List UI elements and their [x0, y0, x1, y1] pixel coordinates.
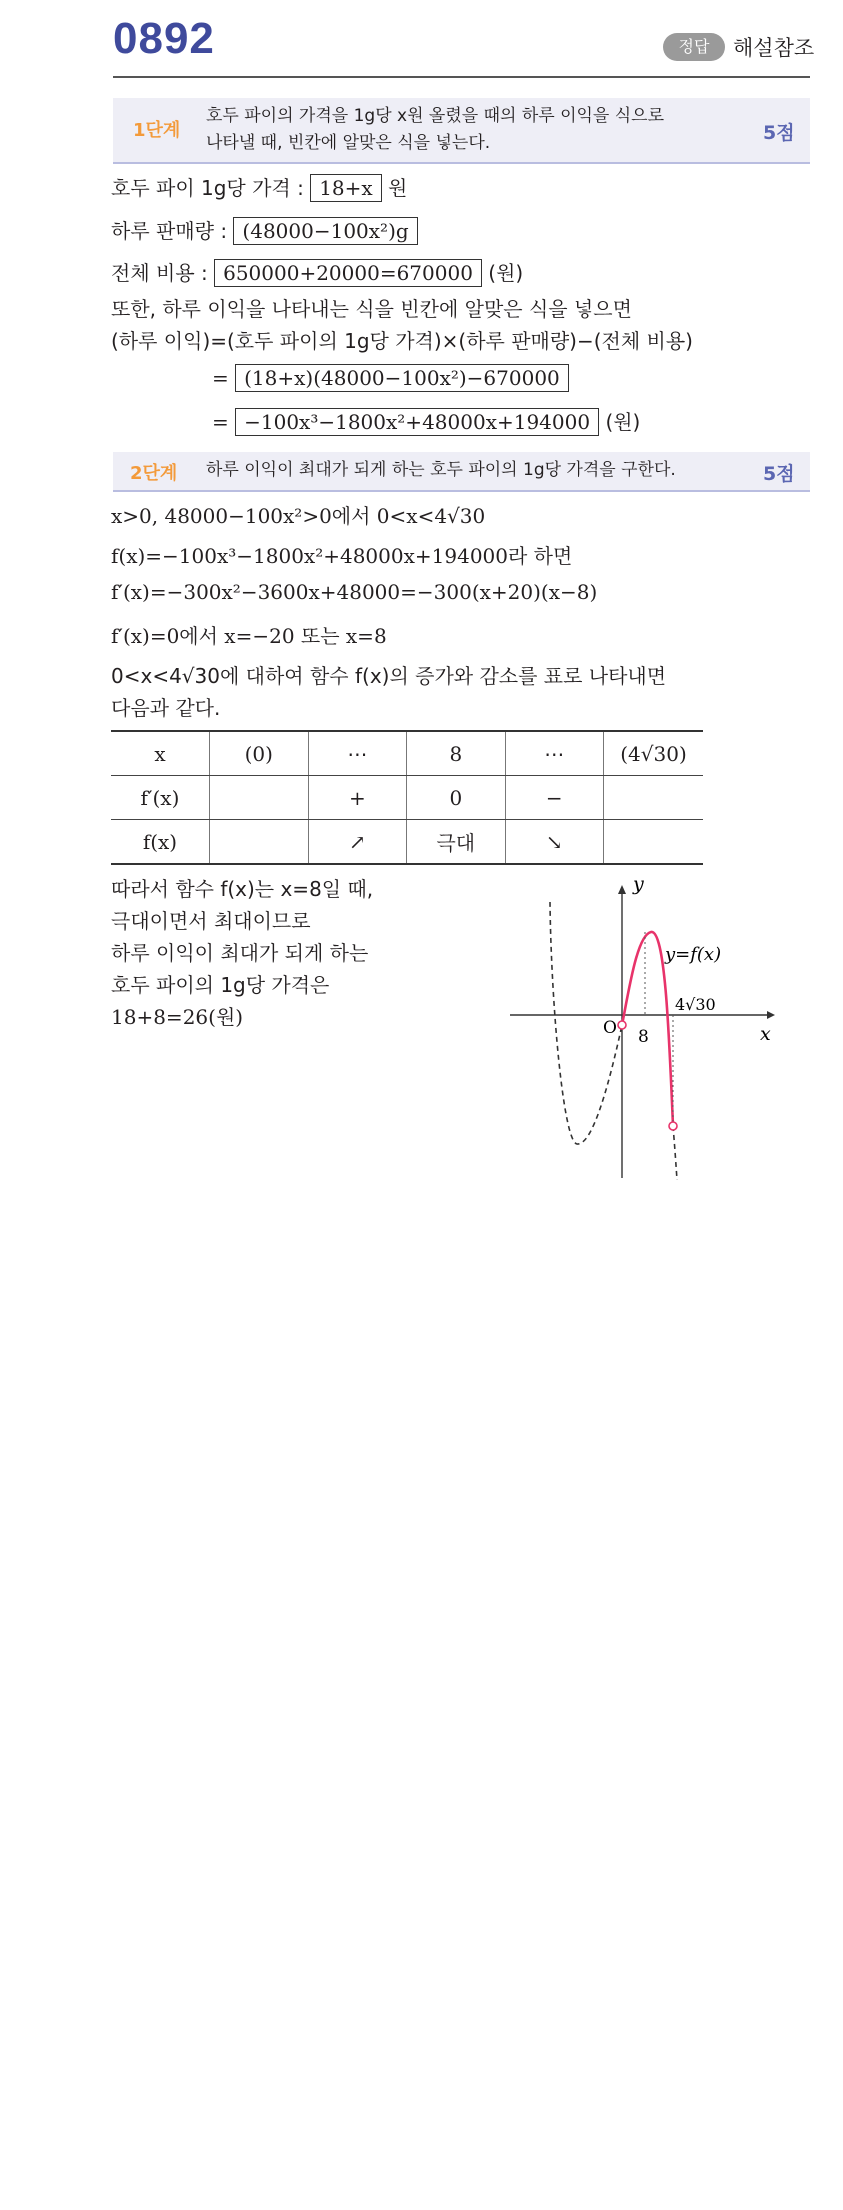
sales-row: [111, 215, 418, 245]
table-cell: (0): [209, 731, 308, 776]
answer-badge: 정답: [663, 33, 725, 61]
table-cell: 0: [407, 776, 505, 820]
step2-label: 2단계: [130, 463, 178, 484]
price-answer-box: 18+x: [310, 174, 382, 202]
table-cell: +: [308, 776, 406, 820]
tick-label-8: 8: [638, 1027, 649, 1047]
profit-answer-box-1: (18+x)(48000−100x²)−670000: [235, 364, 569, 392]
step1-label: 1단계: [133, 120, 181, 141]
table-cell: ↘: [505, 820, 603, 865]
cost-row: [111, 257, 523, 287]
tick-label-root: 4√30: [675, 995, 716, 1014]
header-divider: [113, 76, 810, 78]
critical-point-line: f′(x)=0에서 x=−20 또는 x=8: [111, 624, 387, 648]
table-cell: [603, 820, 703, 865]
table-cell: (4√30): [603, 731, 703, 776]
table-cell: x: [111, 731, 209, 776]
table-cell: [209, 776, 308, 820]
table-intro-line1: 0<x<4√30에 대하여 함수 f(x)의 증가와 감소를 표로 나타내면: [111, 664, 667, 688]
step1-instruction-line2: 나타낼 때, 빈칸에 알맞은 식을 넣는다.: [206, 133, 491, 153]
price-unit: 원: [388, 176, 408, 200]
table-cell: 8: [407, 731, 505, 776]
answer-reference: 해설참조: [733, 36, 815, 60]
problem-number: 0892: [113, 14, 215, 63]
table-row: [111, 731, 703, 776]
cost-unit: (원): [488, 261, 524, 285]
function-graph: [505, 880, 775, 1190]
derivative-line: f′(x)=−300x²−3600x+48000=−300(x+20)(x−8): [111, 580, 598, 604]
price-row: [111, 172, 407, 202]
step2-banner: [113, 452, 810, 492]
table-cell: ⋯: [505, 731, 603, 776]
open-point-start: [618, 1021, 626, 1029]
curve-label: y=f(x): [665, 944, 722, 965]
profit-equation-2: [212, 406, 640, 436]
y-axis-label: y: [633, 880, 644, 895]
equals-sign: =: [212, 366, 229, 390]
table-cell: f(x): [111, 820, 209, 865]
table-cell: ↗: [308, 820, 406, 865]
sales-label: 하루 판매량 :: [111, 219, 228, 243]
x-axis-arrow: [767, 1011, 775, 1019]
x-axis-label: x: [760, 1023, 771, 1045]
table-cell: 극대: [407, 820, 505, 865]
conclusion-line2: 극대이면서 최대이므로: [111, 909, 311, 933]
cost-label: 전체 비용 :: [111, 261, 208, 285]
step1-instruction-line1: 호두 파이의 가격을 1g당 x원 올렸을 때의 하루 이익을 식으로: [206, 106, 665, 126]
table-intro-line2: 다음과 같다.: [111, 696, 221, 720]
step1-points: 5점: [763, 122, 795, 144]
domain-line: x>0, 48000−100x²>0에서 0<x<4√30: [111, 504, 486, 528]
price-label: 호두 파이 1g당 가격 :: [111, 176, 304, 200]
conclusion-line1: 따라서 함수 f(x)는 x=8일 때,: [111, 877, 374, 901]
table-cell: ⋯: [308, 731, 406, 776]
equals-sign: =: [212, 410, 229, 434]
curve-dashed-right: [673, 1126, 677, 1180]
step1-banner: [113, 98, 810, 164]
step2-instruction: 하루 이익이 최대가 되게 하는 호두 파이의 1g당 가격을 구한다.: [206, 460, 676, 480]
open-point-end: [669, 1122, 677, 1130]
sales-answer-box: (48000−100x²)g: [233, 217, 417, 245]
table-cell: [209, 820, 308, 865]
table-cell: −: [505, 776, 603, 820]
conclusion-line4: 호두 파이의 1g당 가격은: [111, 973, 330, 997]
profit-definition: (하루 이익)=(호두 파이의 1g당 가격)×(하루 판매량)−(전체 비용): [111, 329, 693, 353]
table-row: [111, 776, 703, 820]
final-answer: 18+8=26(원): [111, 1005, 244, 1029]
y-axis-arrow: [618, 885, 626, 894]
function-definition: f(x)=−100x³−1800x²+48000x+194000라 하면: [111, 544, 573, 568]
table-cell: [603, 776, 703, 820]
cost-answer-box: 650000+20000=670000: [214, 259, 482, 287]
origin-label: O: [603, 1018, 617, 1038]
table-row: [111, 820, 703, 865]
conclusion-line3: 하루 이익이 최대가 되게 하는: [111, 941, 369, 965]
step2-points: 5점: [763, 463, 795, 485]
profit-unit: (원): [605, 410, 641, 434]
intro-line: 또한, 하루 이익을 나타내는 식을 빈칸에 알맞은 식을 넣으면: [111, 297, 632, 321]
table-cell: f′(x): [111, 776, 209, 820]
profit-answer-box-2: −100x³−1800x²+48000x+194000: [235, 408, 599, 436]
variation-table: [111, 730, 703, 865]
profit-equation-1: [212, 364, 569, 392]
